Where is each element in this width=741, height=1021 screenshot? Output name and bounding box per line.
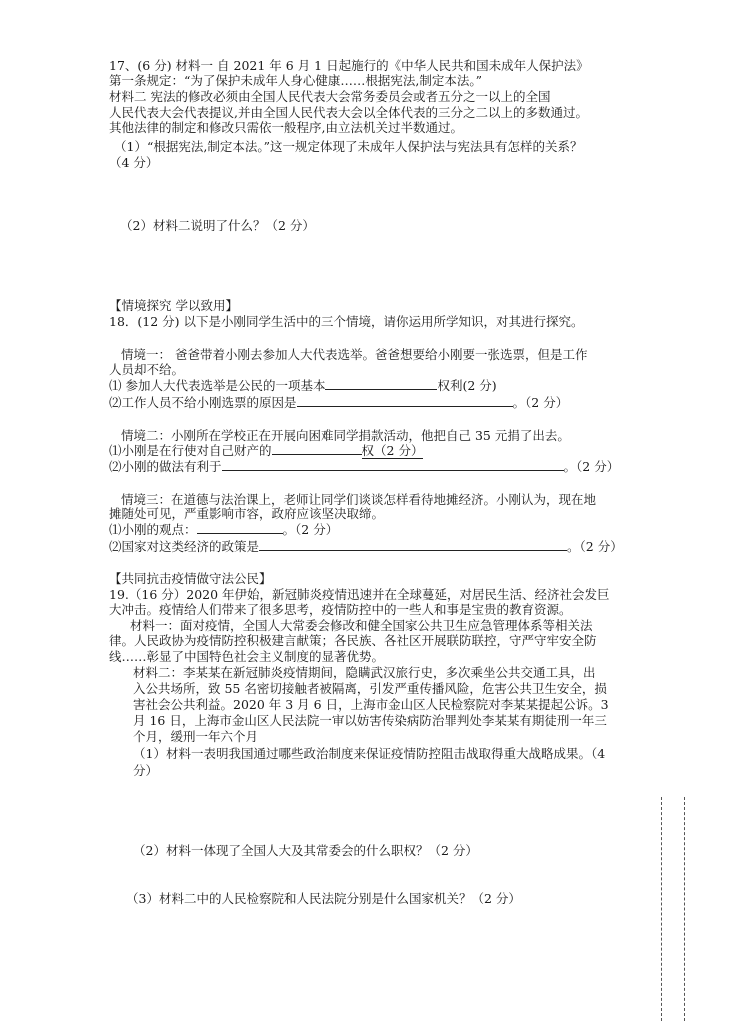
- q19-subquestion-1-score: 分）: [133, 763, 159, 778]
- q19-line-1: 19.（16 分）2020 年伊始，新冠肺炎疫情迅速并在全球蔓延，对居民生活、经济社会发巨: [109, 587, 610, 602]
- q18-situation-3-line-1: 情境三：在道德与法治课上，老师让同学们谈谈怎样看待地摊经济。小刚认为，现在地: [121, 492, 597, 507]
- q18-s1-q2-suffix: 。（2 分）: [512, 395, 569, 410]
- binding-line-left: [661, 797, 662, 1021]
- q18-s1-q2-prefix: ⑵工作人员不给小刚选票的原因是: [109, 395, 297, 410]
- q18-s3-q2-suffix: 。（2 分）: [567, 539, 623, 554]
- q17-line-4: 人民代表大会代表提议,并由全国人民代表大会以全体代表的三分之二以上的多数通过。: [109, 105, 588, 120]
- q18-s1-q1-prefix: ⑴ 参加人大代表选举是公民的一项基本: [109, 378, 326, 393]
- answer-blank[interactable]: [259, 539, 567, 551]
- q17-line-3: 材料二 宪法的修改必须由全国人民代表大会常务委员会或者五分之一以上的全国: [109, 89, 551, 104]
- q18-s1-q1-suffix: 权利(2 分): [437, 378, 497, 393]
- section-heading-epidemic: 【共同抗击疫情做守法公民】: [109, 571, 272, 586]
- q19-subquestion-3: （3）材料二中的人民检察院和人民法院分别是什么国家机关？（2 分）: [126, 891, 521, 906]
- q18-s3-question-2: [109, 539, 623, 554]
- section-heading-situation: 【情境探究 学以致用】: [109, 298, 238, 313]
- q18-s2-q1-prefix: ⑴小刚是在行使对自己财产的: [109, 443, 272, 458]
- q18-s3-q2-prefix: ⑵国家对这类经济的政策是: [109, 539, 260, 554]
- q18-s1-question-2: [109, 395, 568, 410]
- q18-situation-2-line-1: 情境二：小刚所在学校正在开展向困难同学捐款活动，他把自己 35 元捐了出去。: [121, 428, 570, 443]
- q18-s3-question-1: [109, 522, 338, 537]
- q19-material-1-line-1: 材料一：面对疫情，全国人大常委会修改和健全国家公共卫生应急管理体系等相关法: [130, 618, 593, 633]
- q18-s2-question-2: [109, 459, 619, 474]
- q19-material-2-line-4: 月 16 日，上海市金山区人民法院一审以妨害传染病防治罪判处李某某有期徒刑一年三: [133, 713, 607, 728]
- q18-intro: 18．(12 分) 以下是小刚同学生活中的三个情境，请你运用所学知识，对其进行探究。: [109, 314, 584, 329]
- q18-s1-question-1: [109, 378, 497, 393]
- q17-subquestion-1: （1）“根据宪法,制定本法。”这一规定体现了未成年人保护法与宪法具有怎样的关系？: [114, 139, 583, 154]
- q17-subquestion-1-score: （4 分）: [109, 155, 159, 170]
- q18-s3-q1-suffix: 。（2 分）: [282, 522, 339, 537]
- answer-blank[interactable]: [222, 459, 564, 471]
- q18-s2-q2-prefix: ⑵小刚的做法有利于: [109, 459, 222, 474]
- q17-line-2: 第一条规定：“为了保护未成年人身心健康……根据宪法,制定本法。”: [109, 73, 483, 88]
- q19-material-2-line-2: 入公共场所，致 55 名密切接触者被隔离，引发严重传播风险，危害公共卫生安全，损: [133, 681, 607, 696]
- q18-s3-q1-prefix: ⑴小刚的观点：: [109, 522, 197, 537]
- answer-blank[interactable]: [297, 395, 513, 407]
- answer-blank[interactable]: [272, 443, 362, 455]
- q19-subquestion-1: （1）材料一表明我国通过哪些政治制度来保证疫情防控阻击战取得重大战略成果。（4: [133, 746, 606, 761]
- q19-material-2-line-5: 个月，缓刑一年六个月: [133, 729, 259, 744]
- q19-material-1-line-2: 律。人民政协为疫情防控积极建言献策；各民族、各社区开展联防联控，守严守牢安全防: [109, 633, 597, 648]
- q19-material-1-line-3: 线……彰显了中国特色社会主义制度的显著优势。: [109, 649, 385, 664]
- q19-subquestion-2: （2）材料一体现了全国人大及其常委会的什么职权？（2 分）: [133, 843, 478, 858]
- binding-line-right: [684, 797, 685, 1021]
- q19-material-2-line-1: 材料二：李某某在新冠肺炎疫情期间，隐瞒武汉旅行史，多次乘坐公共交通工具，出: [133, 665, 596, 680]
- answer-blank[interactable]: [197, 522, 283, 534]
- q18-s2-question-1: [109, 443, 423, 458]
- q18-s2-q1-suffix: 权（2 分）: [361, 443, 424, 458]
- q17-subquestion-2: （2）材料二说明了什么？（2 分）: [120, 218, 315, 233]
- q18-situation-1-line-1: 情境一： 爸爸带着小刚去参加人大代表选举。爸爸想要给小刚要一张选票，但是工作: [121, 347, 588, 362]
- q19-line-2: 大冲击。疫情给人们带来了很多思考，疫情防控中的一些人和事是宝贵的教育资源。: [109, 602, 572, 617]
- q17-line-5: 其他法律的制定和修改只需依一般程序,由立法机关过半数通过。: [109, 120, 463, 135]
- answer-blank[interactable]: [325, 378, 437, 390]
- q18-s2-q2-suffix: 。（2 分）: [563, 459, 620, 474]
- q17-line-1: 17、(6 分) 材料一 自 2021 年 6 月 1 日起施行的《中华人民共和国未成年人保护法》: [109, 58, 589, 73]
- q18-situation-1-line-2: 人员却不给。: [109, 362, 185, 377]
- q19-material-2-line-3: 害社会公共利益。2020 年 3 月 6 日，上海市金山区人民检察院对李某某提起公诉。3: [133, 697, 609, 712]
- q18-situation-3-line-2: 摊随处可见，严重影响市容，政府应该坚决取缔。: [109, 506, 385, 521]
